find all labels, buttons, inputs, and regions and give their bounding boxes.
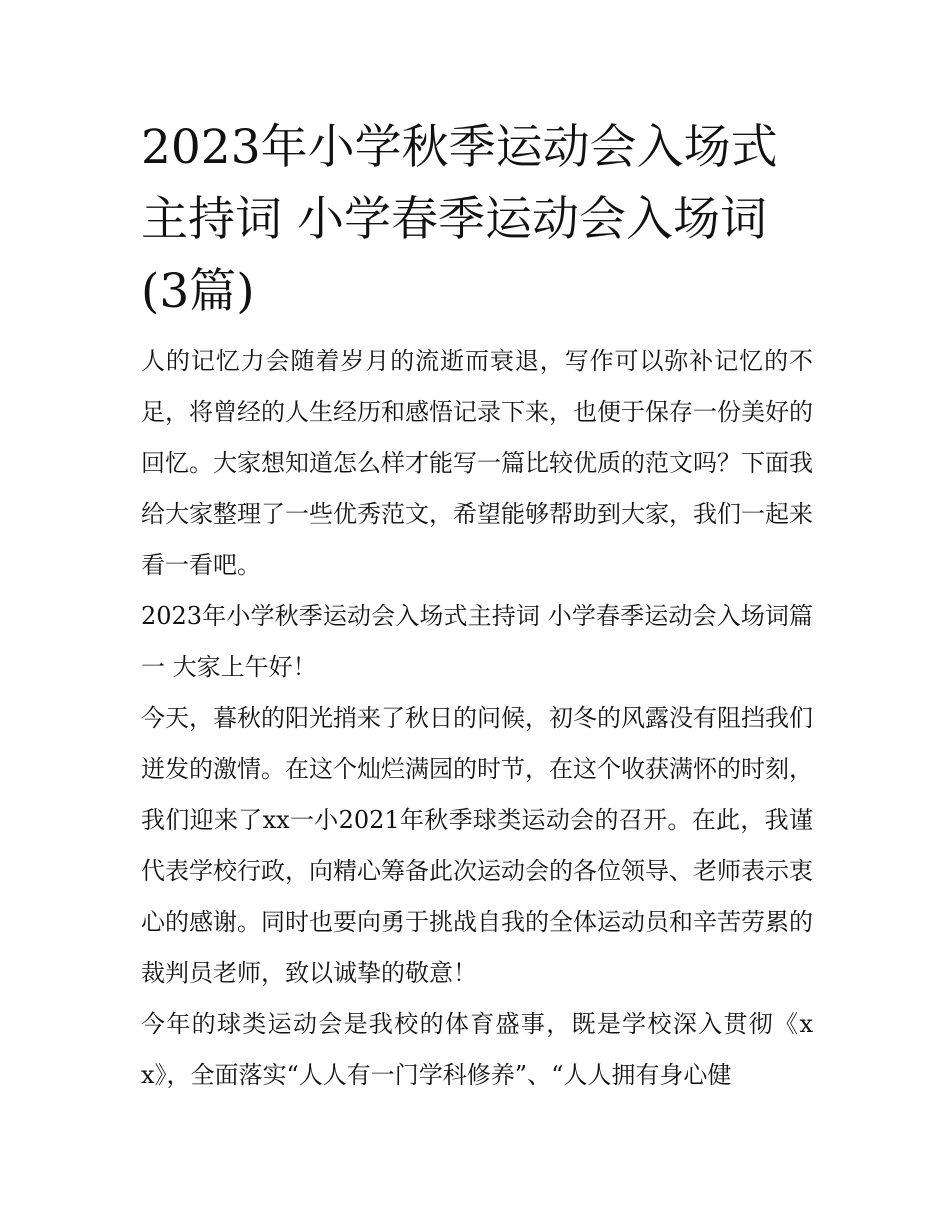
document-page	[141, 112, 813, 1101]
paragraph-continued: 今年的球类运动会是我校的体育盛事，既是学校深入贯彻《xx》，全面落实“人人有一门学科修养”、“人人拥有身心健	[141, 1010, 813, 1089]
paragraph-welcome: 今天，暮秋的阳光捎来了秋日的问候，初冬的风露没有阻挡我们迸发的激情。在这个灿烂满园的时节，在这个收获满怀的时刻，我们迎来了xx一小2021年秋季球类运动会的召开。在此，我谨代表学校行政，向精心筹备此次运动会的各位领导、老师表示衷心的感谢。同时也要向勇于挑战自我的全体运动员和辛苦劳累的裁判员老师，致以诚挚的敬意！	[141, 704, 813, 987]
paragraph-intro: 人的记忆力会随着岁月的流逝而衰退，写作可以弥补记忆的不足，将曾经的人生经历和感悟记录下来，也便于保存一份美好的回忆。大家想知道怎么样才能写一篇比较优质的范文吗？下面我给大家整理了一些优秀范文，希望能够帮助到大家，我们一起来看一看吧。	[141, 347, 813, 579]
paragraph-heading-one: 2023年小学秋季运动会入场式主持词 小学春季运动会入场词篇一 大家上午好！	[141, 602, 813, 681]
document-title: 2023年小学秋季运动会入场式主持词 小学春季运动会入场词(3篇)	[141, 120, 778, 319]
